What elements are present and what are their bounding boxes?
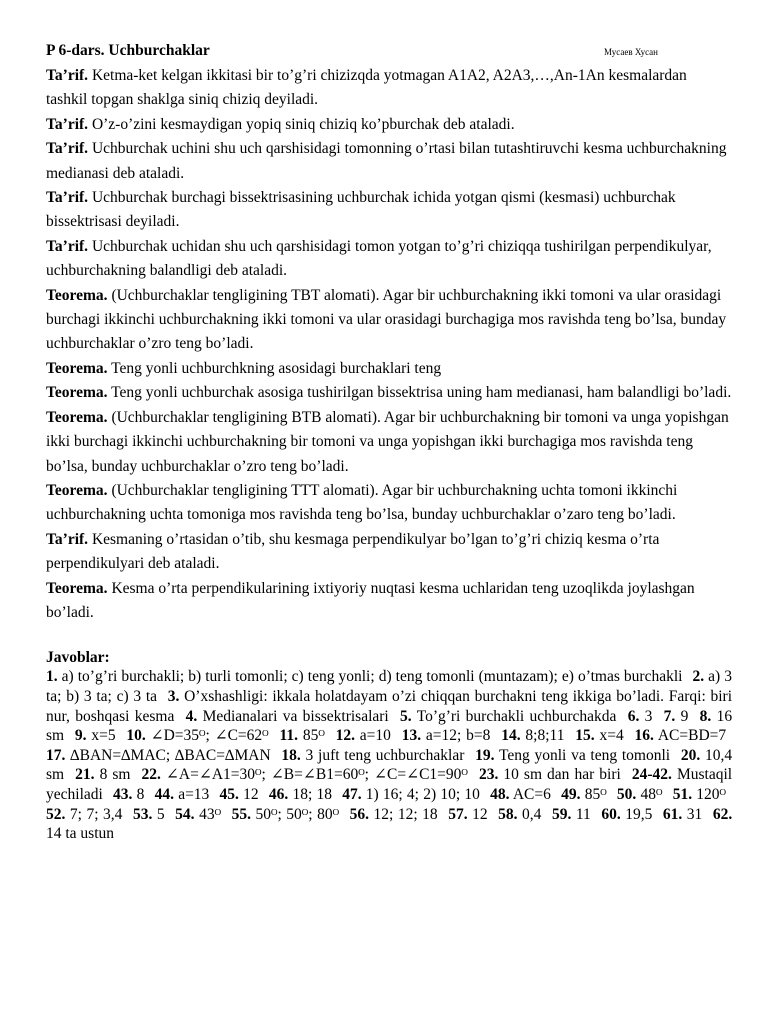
answer-text: ∠A=∠A1=30ᴼ; ∠B=∠B1=60ᴼ; ∠C=∠C1=90ᴼ [165, 766, 468, 784]
answer-text: 12 [243, 785, 259, 803]
answer-item [350, 806, 441, 823]
answer-item [46, 806, 125, 823]
paragraph [46, 64, 732, 113]
answer-item [475, 747, 673, 764]
answer-number: 57. [448, 805, 468, 823]
answer-number: 49. [561, 785, 581, 803]
answer-text: x=5 [91, 727, 116, 745]
paragraph-text: Teng yonli uchburchkning asosidagi burchaklari teng [111, 359, 442, 377]
answer-number: 8. [699, 707, 712, 725]
paragraph-text: Uchburchak burchagi bissektrisasining uchburchak ichida yotgan qismi (kesmasi) uchburchak bissektrisasi deyiladi. [46, 189, 676, 231]
answer-number: 7. [663, 707, 676, 725]
answer-text: 8 [136, 785, 145, 803]
answer-number: 18. [281, 746, 301, 764]
paragraph [46, 284, 732, 357]
answer-item [342, 786, 483, 803]
answer-number: 58. [498, 805, 518, 823]
answer-item [501, 727, 567, 744]
answer-item [635, 727, 730, 744]
answer-text: x=4 [599, 727, 624, 745]
answer-number: 11. [279, 727, 298, 745]
answer-number: 12. [335, 727, 355, 745]
paragraph [46, 577, 732, 626]
answer-number: 56. [349, 805, 369, 823]
paragraph-lead: Teorema. [46, 579, 108, 597]
paragraph-lead: Ta’rif. [46, 530, 89, 548]
answer-number: 43. [113, 785, 133, 803]
paragraph-text: Teng yonli uchburchak asosiga tushirilgan bissektrisa uning ham medianasi, ham balandligi bo’ladi. [111, 384, 732, 402]
answer-number: 20. [680, 746, 701, 764]
answer-item [336, 727, 394, 744]
answer-text: 120ᴼ [696, 785, 727, 803]
answer-text: 8 sm [99, 766, 131, 784]
answer-item [133, 806, 168, 823]
paragraph [46, 113, 732, 137]
answer-text: 18; 18 [292, 785, 332, 803]
answer-number: 54. [175, 805, 195, 823]
answer-number: 50. [616, 785, 637, 803]
paragraph-lead: Teorema. [46, 408, 108, 426]
answer-text: 3 [644, 707, 653, 725]
paragraph [46, 381, 732, 405]
answer-text: Mustaqil yechiladi [46, 766, 733, 803]
paragraph [46, 186, 732, 235]
paragraph-text: (Uchburchaklar tengligining TBT alomati). Agar bir uchburchakning ikki tomoni va ular orasidagi burchagi ikkinchi uchburchakning ikki tomoni va ular orasidagi burchagiga mos ravishda teng bo’lsa, bunday uchburchaklar o’zro teng bo’ladi. [46, 286, 727, 353]
answer-number: 51. [672, 785, 693, 803]
answer-number: 46. [268, 785, 289, 803]
answer-item [490, 786, 554, 803]
answer-number: 19. [475, 746, 495, 764]
paragraph-text: Ketma-ket kelgan ikkitasi bir to’g’ri chizizqda yotmagan A1A2, A2A3,…,An-1An kesmalardan tashkil topgan shaklga siniq chiziq deyiladi. [46, 67, 687, 109]
answer-number: 62. [712, 805, 733, 823]
answer-number: 17. [46, 746, 66, 764]
answer-number: 52. [46, 805, 66, 823]
answer-text: Teng yonli va teng tomonli [498, 746, 671, 764]
answer-item [673, 786, 729, 803]
paragraph-lead: Ta’rif. [46, 189, 89, 207]
answer-item [46, 747, 274, 764]
paragraph-lead: Teorema. [46, 286, 108, 304]
paragraph-text: Uchburchak uchini shu uch qarshisidagi tomonning o’rtasi bilan tutashtiruvchi kesma uchburchakning medianasi deb ataladi. [46, 140, 727, 182]
answer-text: 3 juft teng uchburchaklar [305, 746, 465, 764]
answer-item [400, 708, 619, 725]
answer-number: 47. [342, 785, 362, 803]
paragraph-lead: Ta’rif. [46, 140, 89, 158]
answer-item [141, 766, 470, 783]
answer-text: Medianalari va bissektrisalari [202, 707, 389, 725]
answer-item [155, 786, 213, 803]
answer-text: 50ᴼ; 50ᴼ; 80ᴼ [255, 805, 340, 823]
answer-text: 1) 16; 4; 2) 10; 10 [365, 785, 480, 803]
answer-number: 6. [627, 707, 640, 725]
answer-item [232, 806, 343, 823]
answer-number: 3. [167, 687, 180, 705]
answer-item [561, 786, 610, 803]
answer-text: 0,4 [522, 805, 542, 823]
answer-item [402, 727, 494, 744]
answer-text: 8;8;11 [525, 727, 565, 745]
paragraph [46, 528, 732, 577]
answer-text: 10 sm dan har biri [503, 766, 621, 784]
answer-number: 61. [662, 805, 683, 823]
answer-text: 43ᴼ [199, 805, 222, 823]
answer-item [448, 806, 490, 823]
answer-number: 16. [634, 727, 654, 745]
answer-number: 5. [400, 707, 412, 725]
answer-item [575, 727, 626, 744]
answer-number: 59. [551, 805, 572, 823]
paragraph-lead: Teorema. [46, 359, 108, 377]
answer-item [175, 806, 224, 823]
lesson-title: P 6-dars. Uchburchaklar [46, 42, 210, 59]
answer-item [601, 806, 655, 823]
paragraph [46, 137, 732, 186]
paragraph-text: Kesmaning o’rtasidan o’tib, shu kesmaga perpendikulyar bo’lgan to’g’ri chiziq kesma o’rta perpendikulyari deb ataladi. [46, 530, 660, 573]
answer-item [664, 708, 692, 725]
paragraph-text: (Uchburchaklar tengligining TTT alomati). Agar bir uchburchakning uchta tomoni ikkinchi uchburchakning uchta tomoniga mos ravishda teng bo’lsa, bunday uchburchaklar o’zaro teng bo’ladi. [46, 481, 678, 524]
answers-section [46, 649, 732, 843]
answer-text: 12 [472, 805, 488, 823]
answer-text: ∠D=35ᴼ; ∠C=62ᴼ [150, 727, 269, 745]
answer-number: 1. [46, 668, 58, 686]
answer-item [186, 708, 392, 725]
answer-number: 45. [219, 785, 239, 803]
answer-text: a) to’g’ri burchakli; b) turli tomonli; c) teng yonli; d) teng tomonli (muntazam); e) o’tmas burchakli [61, 668, 683, 686]
answer-number: 13. [401, 727, 422, 745]
answers-list [46, 667, 732, 843]
answer-text: 19,5 [625, 805, 653, 823]
paragraph [46, 357, 732, 381]
answer-text: 7; 7; 3,4 [69, 805, 123, 823]
answer-text: 16 sm [46, 707, 733, 745]
paragraph-text: Uchburchak uchidan shu uch qarshisidagi tomon yotgan to’g’ri chiziqqa tushirilgan perpendikulyar, uchburchakning balandligi deb ataladi. [46, 237, 712, 280]
answer-item [479, 766, 624, 783]
answer-item [220, 786, 262, 803]
answer-text: 9 [680, 707, 689, 725]
answer-item [552, 806, 594, 823]
paragraph [46, 235, 732, 284]
answer-text: a=12; b=8 [425, 727, 491, 745]
document-header [46, 42, 732, 64]
paragraph-lead: Teorema. [46, 481, 108, 499]
answer-number: 2. [692, 668, 705, 686]
answer-text: 31 [686, 805, 703, 823]
answer-text: a=10 [359, 727, 391, 745]
answer-item [617, 786, 666, 803]
answer-item [628, 708, 656, 725]
answer-item [75, 727, 119, 744]
answer-text: O’xshashligi: ikkala holatdayam o’zi chiqqan burchakni teng ikkiga bo’ladi. Farqi: biri nur, boshqasi kesma [46, 687, 733, 725]
answer-number: 10. [126, 727, 146, 745]
paragraph-lead: Ta’rif. [46, 237, 89, 255]
answer-item [663, 806, 705, 823]
answer-item [281, 747, 467, 764]
author-name: Мусаев Хусан [604, 47, 658, 57]
paragraph [46, 479, 732, 528]
answer-text: a=13 [178, 785, 210, 803]
answer-number: 23. [478, 766, 499, 784]
answer-item [279, 727, 327, 744]
answer-text: AC=6 [512, 785, 551, 803]
paragraph-text: (Uchburchaklar tengligining BTB alomati). Agar bir uchburchakning bir tomoni va unga yopishgan ikki burchagi ikkinchi uchburchakning bir tomoni va unga yopishgan ikki burchagiga mos ravishda teng bo’lsa, bunday uchburchaklar o’zro teng bo’ladi. [46, 408, 729, 475]
answer-text: ∆BAN=∆MAC; ∆BAC=∆MAN [70, 746, 271, 764]
paragraph [46, 406, 732, 479]
answer-item [75, 766, 133, 783]
answer-text: 12; 12; 18 [373, 805, 438, 823]
answer-item [269, 786, 335, 803]
answer-text: 48ᴼ [640, 785, 663, 803]
answer-text: 10,4 sm [46, 746, 733, 784]
answer-item [498, 806, 544, 823]
answer-text: a) 3 ta; b) 3 ta; c) 3 ta [46, 668, 733, 705]
answer-text: AC=BD=7 [657, 727, 727, 745]
answer-item [46, 668, 685, 685]
answer-number: 44. [154, 785, 174, 803]
answer-text: 5 [156, 805, 165, 823]
document-page [46, 42, 732, 844]
paragraph-text: O’z-o’zini kesmaydigan yopiq siniq chiziq ko’pburchak deb ataladi. [91, 115, 515, 133]
answer-text: To’g’ri burchakli uchburchakda [416, 707, 617, 725]
answer-text: 11 [575, 805, 591, 823]
definitions-and-theorems [46, 64, 732, 625]
answer-number: 9. [74, 727, 87, 745]
answer-number: 55. [231, 805, 251, 823]
paragraph-lead: Ta’rif. [46, 115, 89, 133]
answer-text: 85ᴼ [584, 785, 607, 803]
answer-number: 21. [75, 766, 95, 784]
answer-number: 22. [141, 766, 161, 784]
answer-item [113, 786, 147, 803]
paragraph-lead: Teorema. [46, 384, 108, 402]
answer-number: 53. [132, 805, 153, 823]
answer-text: 85ᴼ [302, 727, 325, 745]
answer-number: 15. [575, 727, 595, 745]
answer-text: 14 ta ustun [46, 825, 115, 843]
answer-number: 24-42. [631, 766, 672, 784]
answer-number: 48. [490, 785, 510, 803]
answer-number: 14. [501, 727, 521, 745]
paragraph-lead: Ta’rif. [46, 67, 89, 84]
answer-item [126, 727, 271, 744]
answer-number: 60. [601, 805, 621, 823]
answers-title: Javoblar: [46, 649, 110, 667]
paragraph-text: Kesma o’rta perpendikularining ixtiyoriy nuqtasi kesma uchlaridan teng uzoqlikda joylashgan bo’ladi. [46, 579, 695, 621]
answer-number: 4. [185, 707, 198, 725]
